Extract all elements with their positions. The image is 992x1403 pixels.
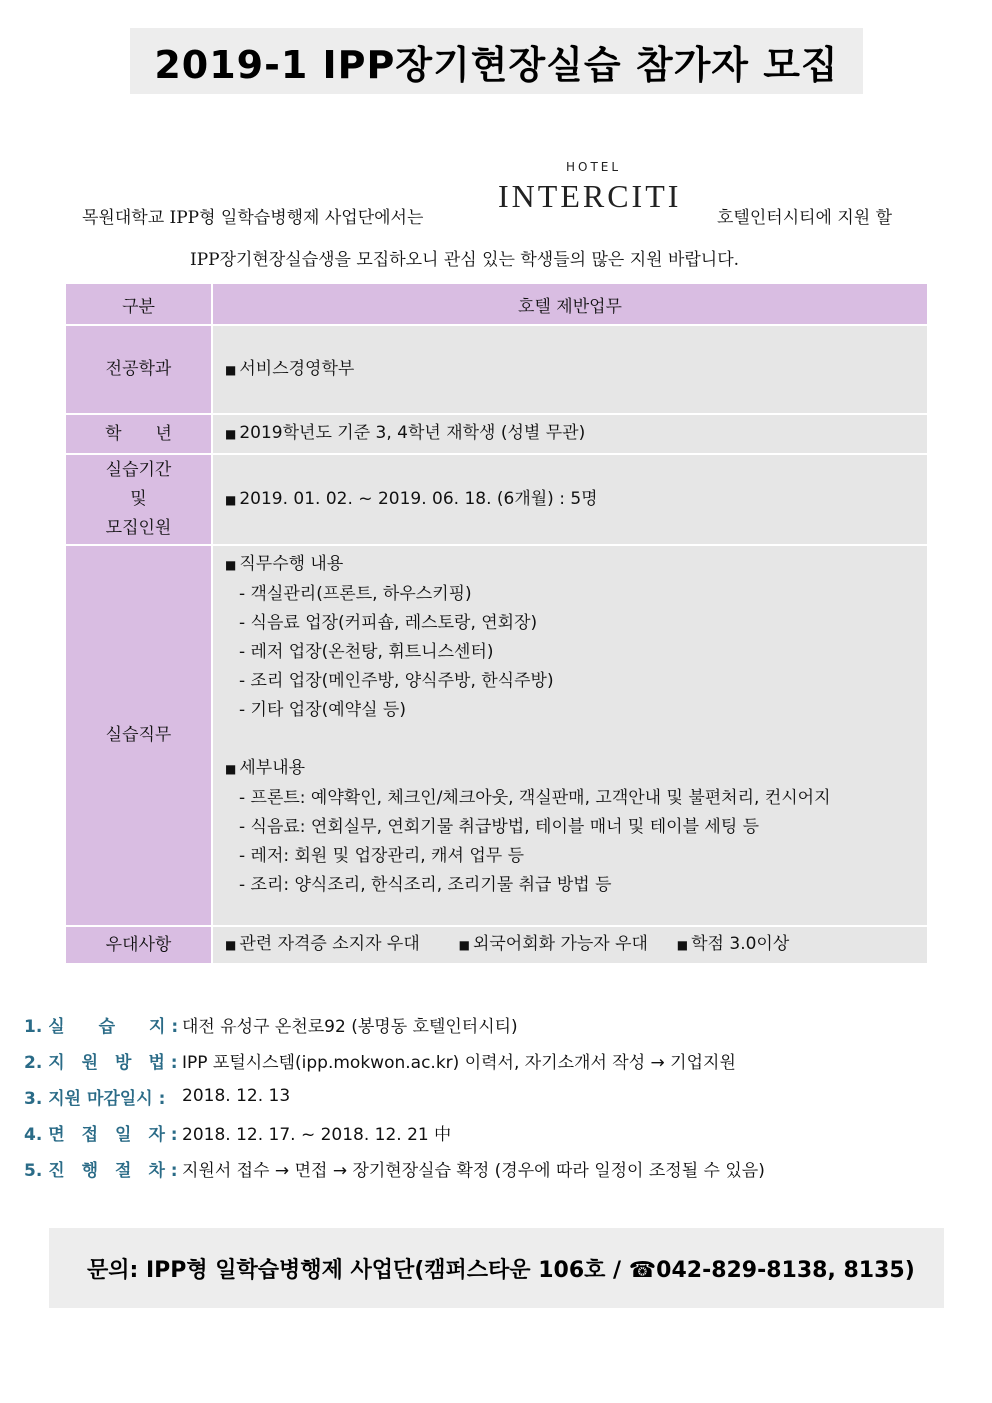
step-row [24,1150,765,1186]
table-header-row [65,283,928,325]
value-period [212,454,928,545]
duty-item: - 기타 업장(예약실 등) [239,700,406,720]
logo-name-text: INTERCITI [498,178,682,214]
row-period [65,454,928,545]
intro-text-left: 목원대학교 IPP형 일학습병행제 사업단에서는 [82,208,424,228]
detail-item: - 레저: 회원 및 업장관리, 캐셔 업무 등 [239,846,524,866]
step-label: 2. 지 원 방 법 : [24,1052,178,1073]
duty-item: - 레저 업장(온천탕, 휘트니스센터) [239,642,494,662]
step-label: 1. 실 습 지 : [24,1016,179,1037]
hotel-logo [498,160,698,214]
step-row [24,1078,765,1114]
header-duty: 호텔 제반업무 [212,283,928,325]
detail-item: - 프론트: 예약확인, 체크인/체크아웃, 객실판매, 고객안내 및 불편처리, 컨시어지 [239,788,831,808]
info-table [64,282,929,965]
bullet-icon: ■ [225,492,237,507]
period-label-line1: 실습기간 [105,460,172,480]
period-text: 2019. 01. 02. ~ 2019. 06. 18. (6개월) : 5명 [239,488,598,509]
detail-item: - 식음료: 연회실무, 연회기물 취급방법, 테이블 매너 및 테이블 세팅 등 [239,817,760,837]
step-row [24,1006,765,1042]
duty-title-1-text: 직무수행 내용 [239,554,344,574]
step-label: 3. 지원 마감일시 : [24,1088,166,1109]
bullet-icon: ■ [225,558,237,572]
bullet-icon: ■ [458,938,470,952]
period-label-line3: 모집인원 [105,518,172,538]
bullet-icon: ■ [225,938,237,952]
duty-item: - 식음료 업장(커피숍, 레스토랑, 연회장) [239,613,538,633]
step-row [24,1042,765,1078]
pref-item: 외국어회화 가능자 우대 [472,934,648,954]
duty-item: - 조리 업장(메인주방, 양식주방, 한식주방) [239,671,554,691]
bullet-icon: ■ [225,427,237,441]
spacer [225,725,927,754]
contact-text: 문의: IPP형 일학습병행제 사업단(캠퍼스타운 106호 / ☎042-829-8138, 8135) [87,1257,915,1283]
step-label: 4. 면 접 일 자 : [24,1124,178,1145]
intro-text-right: 호텔인터시티에 지원 할 [717,208,893,228]
contact-banner [49,1228,944,1308]
step-value: 지원서 접수 → 면접 → 장기현장실습 확정 (경우에 따라 일정이 조정될 수 있음) [182,1160,765,1181]
page-title: 2019-1 IPP장기현장실습 참가자 모집 [154,42,839,87]
value-preference [212,926,928,964]
label-preference: 우대사항 [65,926,212,964]
pref-item: 관련 자격증 소지자 우대 [239,934,420,954]
label-major: 전공학과 [65,325,212,414]
duty-item: - 객실관리(프론트, 하우스키핑) [239,584,472,604]
application-steps [24,1006,765,1186]
value-major [212,325,928,414]
period-label-line2: 및 [130,489,147,509]
step-value: 2018. 12. 17. ~ 2018. 12. 21 中 [182,1124,452,1145]
pref-item: 학점 3.0이상 [691,934,790,954]
intro-text-line2: IPP장기현장실습생을 모집하오니 관심 있는 학생들의 많은 지원 바랍니다. [190,250,740,270]
value-grade [212,414,928,454]
step-label: 5. 진 행 절 차 : [24,1160,178,1181]
step-value: 대전 유성구 온천로92 (봉명동 호텔인터시티) [182,1016,518,1037]
duty-title-2 [225,754,927,784]
label-period [65,454,212,545]
detail-item: - 조리: 양식조리, 한식조리, 조리기물 취급 방법 등 [239,875,612,895]
row-major [65,325,928,414]
row-duty [65,545,928,926]
header-category: 구분 [65,283,212,325]
duty-title-1 [225,550,927,580]
bullet-icon: ■ [225,762,237,776]
label-grade: 학 년 [65,414,212,454]
row-grade [65,414,928,454]
value-duty [212,545,928,926]
major-text: 서비스경영학부 [239,358,355,379]
step-value: 2018. 12. 13 [182,1086,291,1106]
bullet-icon: ■ [676,938,689,952]
step-value: IPP 포털시스템(ipp.mokwon.ac.kr) 이력서, 자기소개서 작성 → 기업지원 [182,1052,736,1073]
duty-title-2-text: 세부내용 [239,758,306,778]
row-preference [65,926,928,964]
label-duty: 실습직무 [65,545,212,926]
logo-hotel-text: HOTEL [566,160,622,174]
bullet-icon: ■ [225,362,237,377]
title-banner [130,28,863,94]
grade-text: 2019학년도 기준 3, 4학년 재학생 (성별 무관) [239,423,586,443]
step-row [24,1114,765,1150]
